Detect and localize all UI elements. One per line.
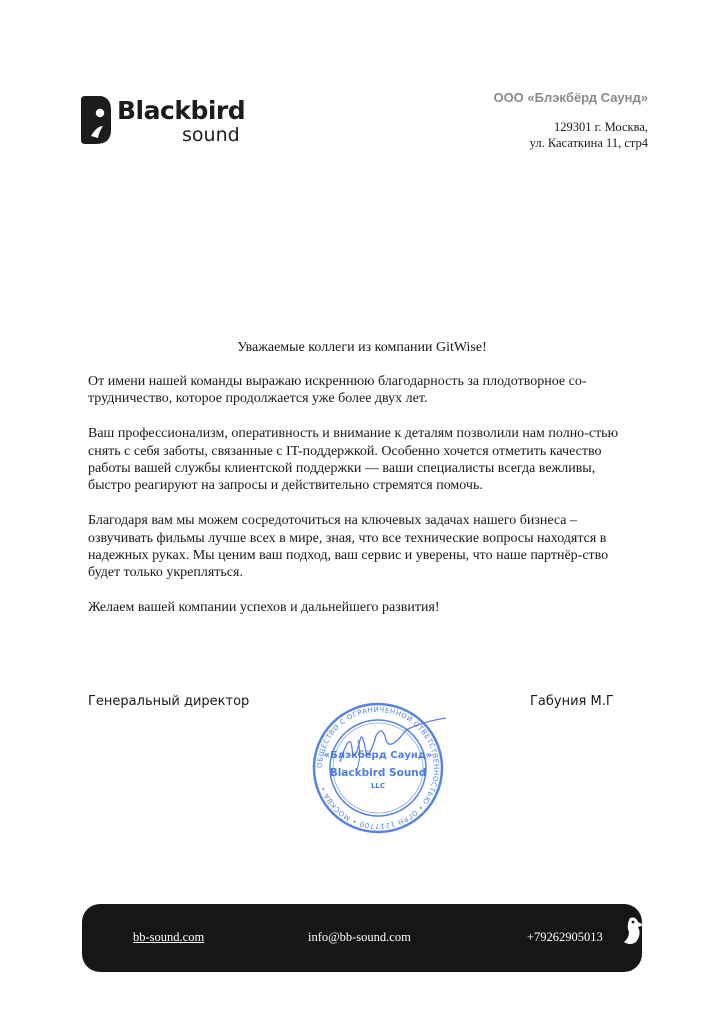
signatory-title: Генеральный директор [88,694,250,709]
logo-word-blackbird: Blackbird [117,96,246,125]
logo-word-sound: sound [182,124,240,146]
company-name: ООО «Блэкбёрд Саунд» [493,90,648,105]
address-line-2: ул. Касаткина 11, стр4 [529,136,648,150]
footer-website-link[interactable]: bb-sound.com [133,930,205,944]
seal-line-llc: LLC [370,782,386,790]
paragraph-partnership: Благодаря вам мы можем сосредоточиться на ключевых задачах нашего бизнеса – озвучивать фильмы лучше всех в мире, зная, что все технические вопросы находятся в надежных руках. Мы ценим ваш подход, ваш сервис и уверены, что наше партнёр-ство будет только укрепляться. [88,513,609,581]
seal-line-en: Blackbird Sound [329,767,427,779]
footer-bar [82,904,642,972]
letter-greeting: Уважаемые коллеги из компании GitWise! [237,340,487,355]
company-seal [310,700,446,836]
paragraph-professionalism: Ваш профессионализм, оперативность и внимание к деталям позволили нам полно-стью снять с себя заботы, связанные с IT-поддержкой. Особенно хочется отметить качество работы вашей службы клиентской поддержки — ваши специалисты всегда вежливы, быстро реагируют на запросы и действительно стремятся помочь. [88,426,619,494]
bird-icon [620,916,646,946]
seal-ring-text: ОБЩЕСТВО С ОГРАНИЧЕННОЙ ОТВЕТСТВЕННОСТЬЮ • ОГРН 1217700 • МОСКВА • [315,705,441,831]
paragraph-gratitude: От имени нашей команды выражаю искреннюю благодарность за плодотворное со-трудничество, которое продолжается уже более двух лет. [88,374,587,407]
letter-body [88,373,628,634]
footer-email[interactable]: info@bb-sound.com [308,930,411,944]
footer-phone[interactable]: +79262905013 [527,930,603,944]
signatory-name: Габуния М.Г [530,694,614,709]
company-logo [81,96,251,146]
seal-line-ru: «Блэкбёрд Саунд» [323,750,433,761]
blackbird-icon [81,96,111,144]
company-address [530,119,648,151]
address-line-1: 129301 г. Москва, [554,120,648,134]
paragraph-wishes: Желаем вашей компании успехов и дальнейшего развития! [88,600,440,616]
